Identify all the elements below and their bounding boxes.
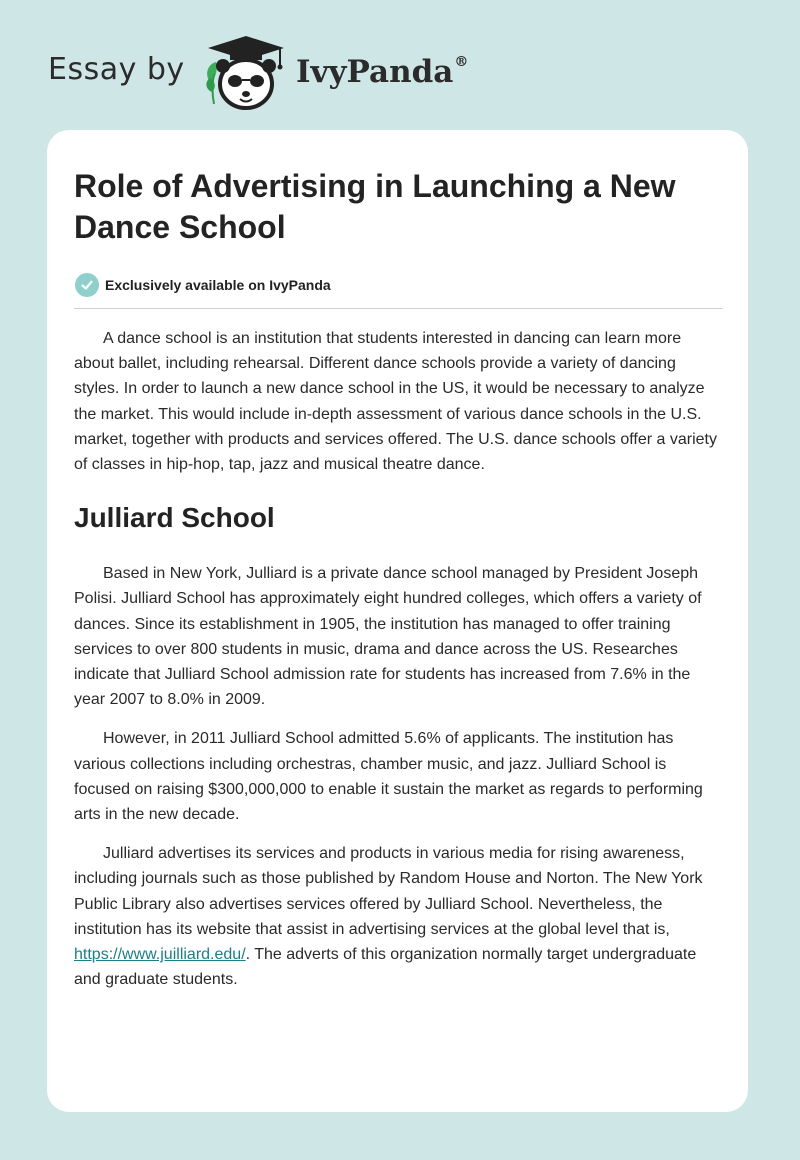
site-header: [48, 34, 548, 114]
brand-name[interactable]: [296, 54, 468, 90]
paragraph-text-after-link: . The adverts of this organization normally target undergraduate and graduate students.: [74, 946, 697, 989]
page-title: Role of Advertising in Launching a New Dance School: [74, 168, 676, 245]
paragraph-text-before-link: Julliard advertises its services and products in various media for rising awareness, including journals such as those published by Random House and Norton. The New York Public Library also advertises services offered by Julliard School. Nevertheless, the institution has its website that assist in advertising services at the global level that is,: [74, 845, 703, 938]
exclusive-label: Exclusively available on IvyPanda: [105, 277, 331, 293]
leaf-icon: [206, 62, 216, 104]
exclusive-badge-row: [74, 272, 724, 298]
panda-graduate-logo-icon[interactable]: [200, 34, 292, 112]
essay-content: [74, 166, 724, 992]
brand-text: IvyPanda: [296, 54, 454, 90]
paragraph-julliard-overview: Based in New York, Julliard is a private dance school managed by President Joseph Polisi. Julliard School has approximately eight hundred colleges, which offers a variety of dances. Since its establishment in 1905, the institution has managed to offer training services to over 800 students in music, drama and dance across the US. Researches indicate that Julliard School admission rate for students has increased from 7.6% in the year 2007 to 8.0% in 2009.: [74, 565, 702, 709]
paragraph-julliard-advertising: [74, 841, 724, 992]
essay-card: [47, 130, 748, 1112]
essay-by-label: Essay by: [48, 52, 185, 87]
juilliard-website-link[interactable]: https://www.juilliard.edu/: [74, 946, 246, 964]
divider: [74, 308, 723, 309]
paragraph-julliard-admissions: However, in 2011 Julliard School admitted 5.6% of applicants. The institution has various collections including orchestras, chamber music, and jazz. Julliard School is focused on raising $300,000,000 to enable it sustain the market as regards to performing arts in the new decade.: [74, 730, 703, 824]
registered-mark: ®: [454, 54, 469, 70]
intro-paragraph: A dance school is an institution that students interested in dancing can learn more about ballet, including rehearsal. Different dance schools provide a variety of dancing styles. In order to launch a new dance school in the US, it would be necessary to analyze the market. This would include in-depth assessment of various dance schools in the U.S. market, together with products and services offered. The U.S. dance schools offer a variety of classes in hip-hop, tap, jazz and musical theatre dance.: [74, 330, 717, 474]
section-heading: Julliard School: [74, 502, 275, 534]
checkmark-icon: [75, 273, 99, 297]
